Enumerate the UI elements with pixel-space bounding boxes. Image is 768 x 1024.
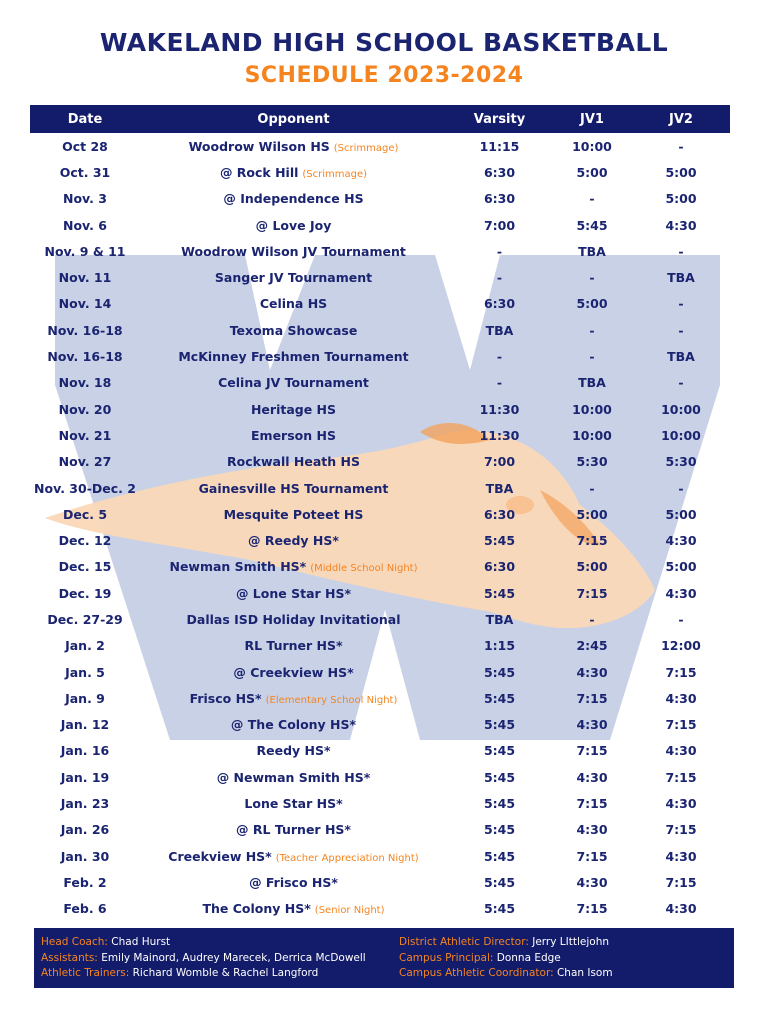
footer-value: Donna Edge <box>496 951 561 964</box>
cell-varsity: - <box>496 243 503 259</box>
cell-opponent <box>140 612 447 627</box>
cell-jv1: TBA <box>578 243 606 259</box>
opponent-name: Rockwall Heath HS <box>227 454 360 470</box>
cell-jv2: 4:30 <box>665 585 697 601</box>
game-note: (Senior Night) <box>314 905 385 917</box>
cell-jv2: - <box>678 243 684 259</box>
cell-jv1: 4:30 <box>576 769 608 785</box>
game-note: (Scrimmage) <box>333 142 399 154</box>
cell-jv2: 12:00 <box>661 638 701 654</box>
cell-jv1: 4:30 <box>576 822 608 838</box>
opponent-name: @ Creekview HS* <box>233 664 354 680</box>
cell-jv2: 4:30 <box>665 796 697 812</box>
cell-opponent <box>140 165 447 180</box>
cell-date: Dec. 19 <box>58 585 112 601</box>
cell-jv2: 4:30 <box>665 217 697 233</box>
cell-jv1: - <box>589 191 595 207</box>
cell-varsity: TBA <box>485 611 514 627</box>
cell-jv2: 4:30 <box>665 848 697 864</box>
cell-opponent <box>140 428 447 443</box>
opponent-name: Texoma Showcase <box>229 322 358 338</box>
footer-line <box>399 951 734 967</box>
footer-line <box>399 966 734 982</box>
cell-date: Dec. 5 <box>62 506 108 522</box>
table-row <box>30 685 730 711</box>
opponent-name: @ Independence HS <box>223 191 364 207</box>
table-row <box>30 449 730 475</box>
opponent-name: Emerson HS <box>251 427 336 443</box>
table-header <box>30 105 730 133</box>
opponent-name: Woodrow Wilson JV Tournament <box>181 243 406 259</box>
opponent-name: @ Lone Star HS* <box>235 585 352 601</box>
opponent-name: Lone Star HS* <box>244 796 343 812</box>
cell-jv1: 7:15 <box>576 743 608 759</box>
column-header-jv1: JV1 <box>580 111 604 127</box>
cell-jv2: - <box>678 322 684 338</box>
game-note: (Middle School Night) <box>310 563 418 575</box>
table-row <box>30 422 730 448</box>
cell-jv2: 7:15 <box>665 769 697 785</box>
cell-date: Nov. 16-18 <box>47 349 123 365</box>
cell-jv1: 7:15 <box>576 533 608 549</box>
cell-jv2: - <box>678 611 684 627</box>
cell-varsity: 7:00 <box>483 217 516 233</box>
cell-jv2: 4:30 <box>665 690 697 706</box>
game-note: (Elementary School Night) <box>265 694 398 706</box>
cell-opponent <box>140 323 447 338</box>
cell-date: Dec. 27-29 <box>47 611 123 627</box>
table-row <box>30 606 730 632</box>
opponent-name: McKinney Freshmen Tournament <box>178 349 409 365</box>
cell-varsity: 1:15 <box>483 638 516 654</box>
footer-label: Athletic Trainers: <box>41 967 130 979</box>
cell-date: Nov. 30-Dec. 2 <box>34 480 136 496</box>
footer-line <box>41 951 399 967</box>
footer-line <box>41 935 399 951</box>
cell-varsity: 5:45 <box>483 717 516 733</box>
cell-jv2: 5:00 <box>665 191 697 207</box>
column-header-varsity: Varsity <box>473 111 526 127</box>
cell-varsity: 6:30 <box>483 296 516 312</box>
table-body <box>30 133 730 922</box>
cell-opponent <box>140 375 447 390</box>
cell-opponent <box>140 507 447 522</box>
cell-date: Nov. 3 <box>63 191 107 207</box>
opponent-name: @ The Colony HS* <box>230 717 357 733</box>
cell-varsity: 5:45 <box>483 743 516 759</box>
cell-jv2: TBA <box>667 349 695 365</box>
cell-opponent <box>140 533 447 548</box>
opponent-name: @ Rock Hill <box>219 164 299 180</box>
cell-varsity: TBA <box>485 322 514 338</box>
cell-jv2: 5:30 <box>665 454 697 470</box>
cell-opponent <box>140 139 447 154</box>
table-row <box>30 264 730 290</box>
cell-opponent <box>140 770 447 785</box>
cell-jv1: 7:15 <box>576 690 608 706</box>
cell-jv2: 7:15 <box>665 822 697 838</box>
cell-date: Dec. 12 <box>58 533 112 549</box>
cell-varsity: 5:45 <box>483 585 516 601</box>
cell-varsity: 5:45 <box>483 848 516 864</box>
cell-opponent <box>140 270 447 285</box>
table-row <box>30 738 730 764</box>
page-subtitle: SCHEDULE 2023-2024 <box>244 63 524 88</box>
cell-date: Jan. 26 <box>60 822 110 838</box>
footer-value: Richard Womble & Rachel Langford <box>132 967 319 979</box>
cell-varsity: 5:45 <box>483 533 516 549</box>
opponent-name: Celina JV Tournament <box>218 375 369 391</box>
opponent-name: @ Love Joy <box>255 217 332 233</box>
footer-value: Jerry LIttlejohn <box>532 936 610 948</box>
cell-jv1: 4:30 <box>576 664 608 680</box>
table-row <box>30 764 730 790</box>
cell-date: Nov. 20 <box>58 401 112 417</box>
cell-jv1: - <box>589 322 595 338</box>
opponent-name: Gainesville HS Tournament <box>198 480 389 496</box>
cell-opponent <box>140 559 447 574</box>
table-row <box>30 896 730 922</box>
cell-varsity: - <box>496 349 503 365</box>
table-row <box>30 712 730 738</box>
cell-jv1: 5:00 <box>576 296 608 312</box>
opponent-name: The Colony HS* <box>202 901 311 917</box>
cell-opponent <box>140 691 447 706</box>
table-row <box>30 633 730 659</box>
table-row <box>30 291 730 317</box>
cell-jv1: - <box>589 480 595 496</box>
cell-jv2: - <box>678 138 684 154</box>
cell-jv1: 5:00 <box>576 506 608 522</box>
footer-label: Head Coach: <box>41 936 108 948</box>
cell-date: Jan. 16 <box>60 743 110 759</box>
opponent-name: Heritage HS <box>250 401 337 417</box>
column-header-date: Date <box>67 111 103 127</box>
opponent-name: Celina HS <box>259 296 328 312</box>
footer-line <box>399 935 734 951</box>
cell-jv2: 7:15 <box>665 874 697 890</box>
cell-jv1: 10:00 <box>572 427 612 443</box>
table-row <box>30 501 730 527</box>
table-row <box>30 317 730 343</box>
table-row <box>30 869 730 895</box>
cell-jv2: 10:00 <box>661 427 701 443</box>
table-row <box>30 186 730 212</box>
cell-varsity: 5:45 <box>483 796 516 812</box>
page-title: WAKELAND HIGH SCHOOL BASKETBALL <box>99 28 669 57</box>
opponent-name: RL Turner HS* <box>244 638 343 654</box>
cell-jv1: 5:30 <box>576 454 608 470</box>
cell-date: Nov. 16-18 <box>47 322 123 338</box>
footer-value: Chan Isom <box>556 967 613 979</box>
cell-date: Nov. 21 <box>58 427 112 443</box>
cell-varsity: 7:00 <box>483 454 516 470</box>
cell-jv2: TBA <box>667 270 695 286</box>
cell-varsity: 5:45 <box>483 769 516 785</box>
cell-date: Dec. 15 <box>58 559 112 575</box>
cell-opponent <box>140 796 447 811</box>
cell-jv1: - <box>589 349 595 365</box>
cell-varsity: 6:30 <box>483 559 516 575</box>
cell-jv2: 4:30 <box>665 743 697 759</box>
cell-opponent <box>140 901 447 916</box>
cell-opponent <box>140 481 447 496</box>
cell-jv1: 2:45 <box>576 638 608 654</box>
footer-right-column <box>399 928 734 988</box>
cell-date: Nov. 18 <box>58 375 112 391</box>
cell-jv1: 4:30 <box>576 717 608 733</box>
cell-varsity: 5:45 <box>483 822 516 838</box>
cell-varsity: 5:45 <box>483 690 516 706</box>
cell-jv2: - <box>678 296 684 312</box>
cell-jv2: 5:00 <box>665 559 697 575</box>
table-row <box>30 396 730 422</box>
cell-opponent <box>140 665 447 680</box>
cell-date: Jan. 30 <box>60 848 110 864</box>
cell-jv2: 10:00 <box>661 401 701 417</box>
cell-jv2: 4:30 <box>665 901 697 917</box>
column-header-jv2: JV2 <box>669 111 693 127</box>
table-row <box>30 475 730 501</box>
opponent-name: Woodrow Wilson HS <box>188 138 330 154</box>
cell-varsity: TBA <box>485 480 514 496</box>
cell-jv1: 7:15 <box>576 796 608 812</box>
cell-jv1: 5:00 <box>576 559 608 575</box>
game-note: (Scrimmage) <box>302 168 368 180</box>
table-row <box>30 159 730 185</box>
footer-value: Chad Hurst <box>111 936 171 948</box>
opponent-name: Mesquite Poteet HS <box>223 506 364 522</box>
table-row <box>30 580 730 606</box>
cell-date: Nov. 9 & 11 <box>44 243 126 259</box>
cell-opponent <box>140 875 447 890</box>
table-row <box>30 212 730 238</box>
cell-jv1: 7:15 <box>576 848 608 864</box>
cell-jv1: 10:00 <box>572 138 612 154</box>
cell-opponent <box>140 218 447 233</box>
cell-date: Oct 28 <box>62 138 108 154</box>
footer-line <box>41 966 399 982</box>
cell-varsity: 11:15 <box>479 138 520 154</box>
cell-date: Oct. 31 <box>59 164 111 180</box>
footer-left-column <box>34 928 399 988</box>
cell-jv2: 4:30 <box>665 533 697 549</box>
cell-varsity: - <box>496 375 503 391</box>
table-row <box>30 527 730 553</box>
cell-opponent <box>140 402 447 417</box>
opponent-name: Newman Smith HS* <box>169 559 307 575</box>
cell-opponent <box>140 717 447 732</box>
cell-jv2: 7:15 <box>665 664 697 680</box>
cell-date: Jan. 19 <box>60 769 110 785</box>
cell-opponent <box>140 743 447 758</box>
cell-jv1: 5:00 <box>576 164 608 180</box>
opponent-name: Frisco HS* <box>189 690 262 706</box>
table-row <box>30 659 730 685</box>
cell-date: Feb. 2 <box>63 874 107 890</box>
table-row <box>30 817 730 843</box>
cell-varsity: 6:30 <box>483 164 516 180</box>
table-row <box>30 370 730 396</box>
cell-jv1: TBA <box>578 375 606 391</box>
cell-opponent <box>140 638 447 653</box>
table-row <box>30 843 730 869</box>
footer-label: Campus Athletic Coordinator: <box>399 967 554 979</box>
cell-date: Nov. 6 <box>63 217 107 233</box>
opponent-name: @ Frisco HS* <box>249 874 338 890</box>
cell-jv2: 7:15 <box>665 717 697 733</box>
footer-label: Campus Principal: <box>399 951 494 964</box>
cell-jv1: 10:00 <box>572 401 612 417</box>
cell-date: Feb. 6 <box>63 901 107 917</box>
cell-jv1: 7:15 <box>576 901 608 917</box>
cell-jv1: 7:15 <box>576 585 608 601</box>
footer-value: Emily Mainord, Audrey Marecek, Derrica McDowell <box>101 951 366 964</box>
opponent-name: @ RL Turner HS* <box>236 822 351 838</box>
cell-jv1: - <box>589 270 595 286</box>
cell-jv1: 4:30 <box>576 874 608 890</box>
column-header-opponent: Opponent <box>257 111 330 127</box>
cell-opponent <box>140 849 447 864</box>
table-row <box>30 790 730 816</box>
opponent-name: Dallas ISD Holiday Invitational <box>186 611 401 627</box>
cell-jv1: - <box>589 611 595 627</box>
cell-date: Jan. 23 <box>60 796 110 812</box>
cell-varsity: 6:30 <box>483 506 516 522</box>
cell-opponent <box>140 454 447 469</box>
staff-footer <box>34 928 734 988</box>
opponent-name: @ Reedy HS* <box>248 533 339 549</box>
cell-varsity: 5:45 <box>483 874 516 890</box>
cell-varsity: 5:45 <box>483 901 516 917</box>
cell-opponent <box>140 296 447 311</box>
cell-date: Jan. 5 <box>65 664 105 680</box>
opponent-name: Reedy HS* <box>256 743 331 759</box>
table-row <box>30 554 730 580</box>
cell-opponent <box>140 349 447 364</box>
cell-jv2: 5:00 <box>665 164 697 180</box>
cell-date: Nov. 11 <box>58 270 112 286</box>
cell-jv2: 5:00 <box>665 506 697 522</box>
table-row <box>30 133 730 159</box>
game-note: (Teacher Appreciation Night) <box>275 852 419 864</box>
cell-opponent <box>140 244 447 259</box>
footer-label: Assistants: <box>41 951 98 964</box>
opponent-name: @ Newman Smith HS* <box>216 769 371 785</box>
cell-date: Jan. 9 <box>65 690 105 706</box>
cell-jv2: - <box>678 375 684 391</box>
opponent-name: Sanger JV Tournament <box>214 270 373 286</box>
cell-varsity: 11:30 <box>479 401 520 417</box>
cell-opponent <box>140 191 447 206</box>
cell-date: Nov. 14 <box>58 296 112 312</box>
cell-date: Jan. 2 <box>65 638 105 654</box>
opponent-name: Creekview HS* <box>168 848 272 864</box>
cell-opponent <box>140 586 447 601</box>
cell-varsity: - <box>496 270 503 286</box>
cell-varsity: 11:30 <box>479 427 520 443</box>
cell-jv1: 5:45 <box>576 217 608 233</box>
cell-date: Nov. 27 <box>58 454 112 470</box>
cell-date: Jan. 12 <box>60 717 110 733</box>
cell-varsity: 5:45 <box>483 664 516 680</box>
cell-varsity: 6:30 <box>483 191 516 207</box>
table-row <box>30 343 730 369</box>
cell-opponent <box>140 822 447 837</box>
footer-label: District Athletic Director: <box>399 936 529 948</box>
table-row <box>30 238 730 264</box>
schedule-table <box>30 105 730 922</box>
cell-jv2: - <box>678 480 684 496</box>
